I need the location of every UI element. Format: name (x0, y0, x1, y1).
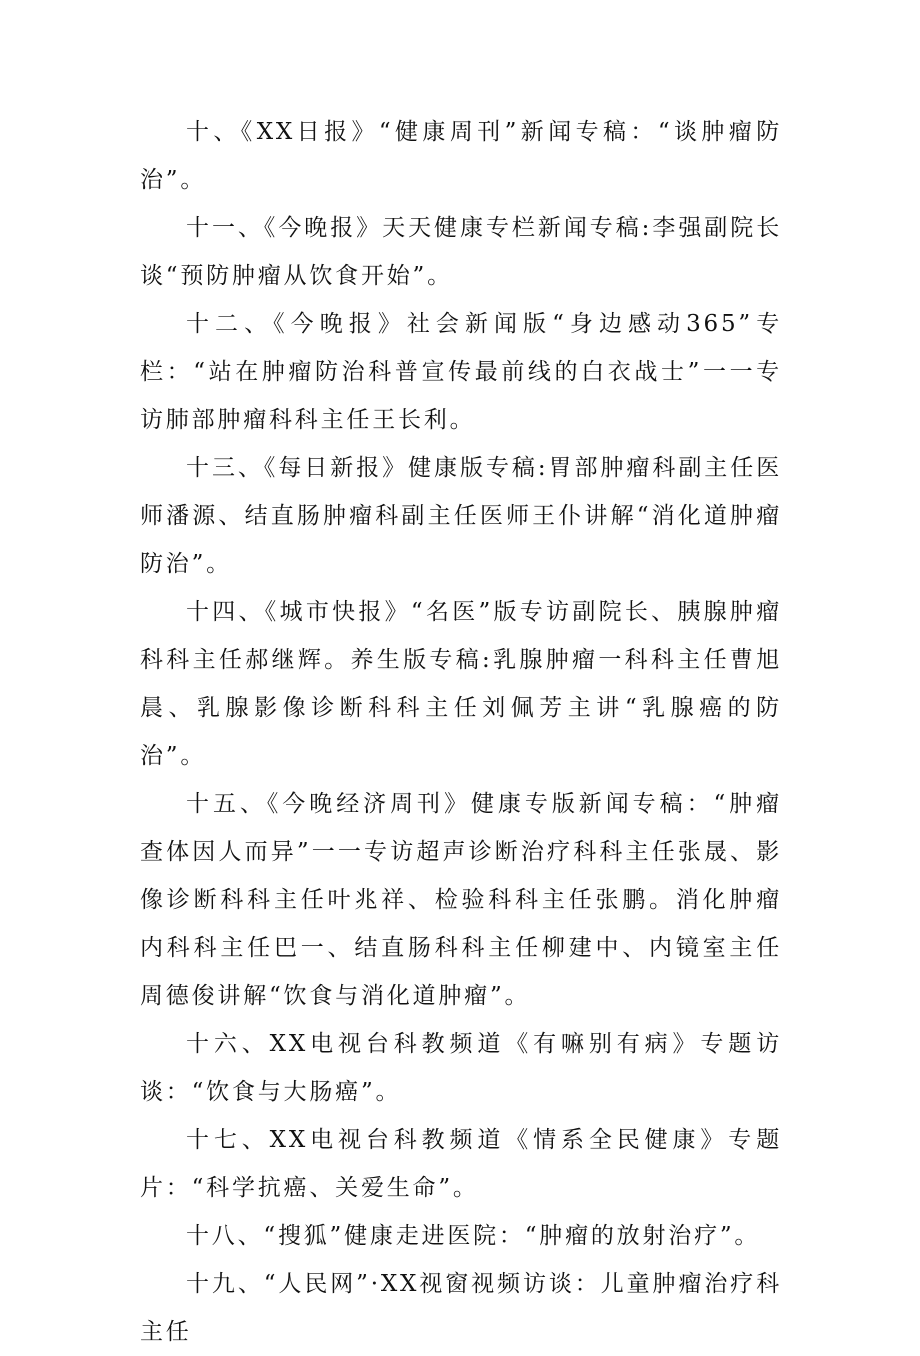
paragraph-item-16: 十六、XX电视台科教频道《有嘛别有病》专题访谈：“饮食与大肠癌”。 (140, 1031, 782, 1105)
paragraph-item-12: 十二、《今晚报》社会新闻版“身边感动365”专栏：“站在肿瘤防治科普宣传最前线的白衣战士”一一专访肺部肿瘤科科主任王长利。 (140, 311, 782, 433)
paragraph-item-15: 十五、《今晚经济周刊》健康专版新闻专稿：“肿瘤查体因人而异”一一专访超声诊断治疗科科主任张晟、影像诊断科科主任叶兆祥、检验科科主任张鹏。消化肿瘤内科科主任巴一、结直肠科科主任柳建中、内镜室主任周德俊讲解“饮食与消化道肿瘤”。 (140, 791, 782, 1009)
paragraph-item-18: 十八、“搜狐”健康走进医院：“肿瘤的放射治疗”。 (186, 1223, 761, 1249)
document-body (140, 108, 782, 1356)
paragraph-item-17: 十七、XX电视台科教频道《情系全民健康》专题片：“科学抗癌、关爱生命”。 (140, 1127, 782, 1201)
paragraph-item-19: 十九、“人民网”·XX视窗视频访谈：儿童肿瘤治疗科主任 (140, 1271, 782, 1345)
paragraph-item-11: 十一、《今晚报》天天健康专栏新闻专稿:李强副院长谈“预防肿瘤从饮食开始”。 (140, 215, 782, 289)
paragraph-item-14: 十四、《城市快报》“名医”版专访副院长、胰腺肿瘤科科主任郝继辉。养生版专稿:乳腺肿瘤一科科主任曹旭晨、乳腺影像诊断科科主任刘佩芳主讲“乳腺癌的防治”。 (140, 599, 782, 769)
paragraph-item-10: 十、《XX日报》“健康周刊”新闻专稿：“谈肿瘤防治”。 (140, 119, 782, 193)
paragraph-item-13: 十三、《每日新报》健康版专稿:胃部肿瘤科副主任医师潘源、结直肠肿瘤科副主任医师王仆讲解“消化道肿瘤防治”。 (140, 455, 782, 577)
